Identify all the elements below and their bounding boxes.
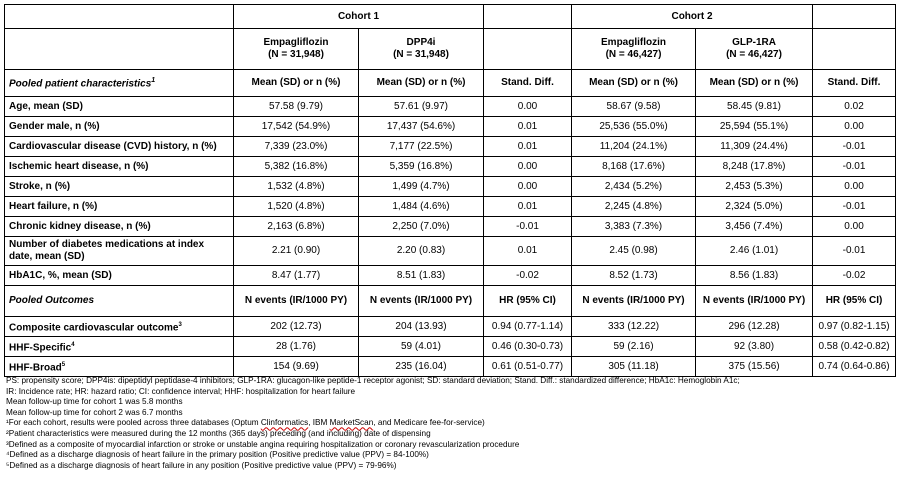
table-cell: 59 (4.01) bbox=[359, 337, 484, 357]
table-cell: 11,204 (24.1%) bbox=[572, 137, 696, 157]
table-cell: 333 (12.22) bbox=[572, 317, 696, 337]
table-cell: 0.01 bbox=[484, 197, 572, 217]
footnote-line: ⁴Defined as a discharge diagnosis of heart failure in the primary position (Positive predictive value (PPV) = 84-100%) bbox=[6, 450, 429, 460]
table-cell: 0.94 (0.77-1.14) bbox=[484, 317, 572, 337]
table-cell: 8.47 (1.77) bbox=[234, 266, 359, 286]
table-cell: 2.21 (0.90) bbox=[234, 237, 359, 266]
outcomes-header-row bbox=[5, 286, 896, 317]
row-label bbox=[5, 337, 234, 357]
empty-cell bbox=[5, 29, 234, 70]
c1-dpp4i-header bbox=[359, 29, 484, 70]
drug-n: (N = 46,427) bbox=[605, 49, 662, 60]
table-cell: 7,177 (22.5%) bbox=[359, 137, 484, 157]
table-cell: 28 (1.76) bbox=[234, 337, 359, 357]
cohort-header-row bbox=[5, 5, 896, 29]
table-cell: 57.61 (9.97) bbox=[359, 97, 484, 117]
drug-name: Empagliflozin bbox=[263, 37, 329, 48]
table-row bbox=[5, 217, 896, 237]
table-cell: 3,456 (7.4%) bbox=[696, 217, 813, 237]
table-cell: 17,542 (54.9%) bbox=[234, 117, 359, 137]
table-cell: 0.46 (0.30-0.73) bbox=[484, 337, 572, 357]
section-title-text: Pooled patient characteristics bbox=[9, 78, 152, 90]
table-row bbox=[5, 337, 896, 357]
table-cell: -0.01 bbox=[484, 217, 572, 237]
c2-empagliflozin-header bbox=[572, 29, 696, 70]
table-cell: 0.00 bbox=[813, 117, 896, 137]
table-cell: 2,250 (7.0%) bbox=[359, 217, 484, 237]
table-cell: -0.01 bbox=[813, 157, 896, 177]
table-cell: 0.02 bbox=[813, 97, 896, 117]
table-cell: 235 (16.04) bbox=[359, 357, 484, 377]
row-label: Gender male, n (%) bbox=[5, 117, 234, 137]
col-header: N events (IR/1000 PY) bbox=[696, 286, 813, 317]
row-label: HbA1C, %, mean (SD) bbox=[5, 266, 234, 286]
table-row bbox=[5, 97, 896, 117]
col-header: N events (IR/1000 PY) bbox=[572, 286, 696, 317]
footnote-marker: 5 bbox=[61, 361, 66, 368]
row-label: Ischemic heart disease, n (%) bbox=[5, 157, 234, 177]
footnote-text: MarketScan bbox=[329, 418, 374, 428]
table-cell: 59 (2.16) bbox=[572, 337, 696, 357]
footnote-line: ²Patient characteristics were measured during the 12 months (365 days) preceding (and including) date of dispensing bbox=[6, 428, 431, 438]
footnote-text: ¹For each cohort, results were pooled across three databases (Optum bbox=[6, 418, 261, 428]
footnote-line: PS: propensity score; DPP4is: dipeptidyl peptidase-4 inhibitors; GLP-1RA: glucagon-like peptide-1 receptor agonist; SD: standard deviation; Stand. Diff.: standardized difference; HbA1c: Hemoglobin A1c; bbox=[6, 376, 740, 385]
table-cell: 375 (15.56) bbox=[696, 357, 813, 377]
row-label-text: HHF-Broad bbox=[9, 362, 62, 374]
footnote-text: , and Medicare fee-for-service) bbox=[373, 418, 485, 428]
table-cell: 0.00 bbox=[484, 177, 572, 197]
table-cell: 2.45 (0.98) bbox=[572, 237, 696, 266]
table-cell: 0.00 bbox=[813, 217, 896, 237]
table-cell: 58.45 (9.81) bbox=[696, 97, 813, 117]
footnotes bbox=[6, 376, 894, 471]
drug-name: Empagliflozin bbox=[601, 37, 667, 48]
table-row bbox=[5, 117, 896, 137]
drug-n: (N = 31,948) bbox=[268, 49, 324, 60]
drug-n: (N = 46,427) bbox=[726, 49, 782, 60]
drug-n: (N = 31,948) bbox=[393, 49, 449, 60]
table-cell: 204 (13.93) bbox=[359, 317, 484, 337]
empty-cell bbox=[484, 29, 572, 70]
c2-glp1ra-header bbox=[696, 29, 813, 70]
row-label: Heart failure, n (%) bbox=[5, 197, 234, 217]
table-cell: 0.00 bbox=[484, 97, 572, 117]
drug-name: GLP-1RA bbox=[732, 37, 776, 48]
table-cell: 2,434 (5.2%) bbox=[572, 177, 696, 197]
cohort1-header: Cohort 1 bbox=[234, 5, 484, 29]
table-cell: 3,383 (7.3%) bbox=[572, 217, 696, 237]
table-cell: 202 (12.73) bbox=[234, 317, 359, 337]
characteristics-header-row bbox=[5, 70, 896, 97]
drug-name: DPP4i bbox=[406, 37, 436, 48]
row-label: Stroke, n (%) bbox=[5, 177, 234, 197]
table-cell: 2.20 (0.83) bbox=[359, 237, 484, 266]
table-cell: -0.01 bbox=[813, 237, 896, 266]
table-cell: 0.61 (0.51-0.77) bbox=[484, 357, 572, 377]
table-cell: 5,382 (16.8%) bbox=[234, 157, 359, 177]
col-header: Mean (SD) or n (%) bbox=[234, 70, 359, 97]
footnote-text: , IBM bbox=[308, 418, 330, 428]
table-cell: 8,168 (17.6%) bbox=[572, 157, 696, 177]
table-cell: 1,520 (4.8%) bbox=[234, 197, 359, 217]
row-label: Cardiovascular disease (CVD) history, n (%) bbox=[5, 137, 234, 157]
table-cell: -0.02 bbox=[813, 266, 896, 286]
row-label-text: HHF-Specific bbox=[9, 342, 72, 354]
col-header: N events (IR/1000 PY) bbox=[234, 286, 359, 317]
outcomes-title: Pooled Outcomes bbox=[5, 286, 234, 317]
table-row bbox=[5, 137, 896, 157]
footnote-line: IR: Incidence rate; HR: hazard ratio; CI: confidence interval; HHF: hospitalization for heart failure bbox=[6, 386, 356, 396]
table-cell: 0.58 (0.42-0.82) bbox=[813, 337, 896, 357]
footnote-line: ⁵Defined as a discharge diagnosis of heart failure in any position (Positive predictive value (PPV) = 79-96%) bbox=[6, 460, 397, 470]
table-cell: 0.01 bbox=[484, 137, 572, 157]
empty-cell bbox=[5, 5, 234, 29]
table-cell: 8.52 (1.73) bbox=[572, 266, 696, 286]
table-cell: 2,245 (4.8%) bbox=[572, 197, 696, 217]
table-cell: 0.01 bbox=[484, 237, 572, 266]
footnote-line bbox=[6, 418, 894, 429]
table-row bbox=[5, 237, 896, 266]
table-cell: 1,532 (4.8%) bbox=[234, 177, 359, 197]
col-header: Stand. Diff. bbox=[813, 70, 896, 97]
table-cell: 25,536 (55.0%) bbox=[572, 117, 696, 137]
table-cell: -0.01 bbox=[813, 197, 896, 217]
row-label: Age, mean (SD) bbox=[5, 97, 234, 117]
table-cell: 8.56 (1.83) bbox=[696, 266, 813, 286]
table-cell: -0.01 bbox=[813, 137, 896, 157]
footnote-line: ³Defined as a composite of myocardial infarction or stroke or unstable angina requiring hospitalization or coronary revascularization procedure bbox=[6, 439, 520, 449]
col-header: Mean (SD) or n (%) bbox=[572, 70, 696, 97]
table-cell: 2,324 (5.0%) bbox=[696, 197, 813, 217]
table-row bbox=[5, 197, 896, 217]
table-cell: 25,594 (55.1%) bbox=[696, 117, 813, 137]
table-cell: 57.58 (9.79) bbox=[234, 97, 359, 117]
col-header: Stand. Diff. bbox=[484, 70, 572, 97]
table-row bbox=[5, 357, 896, 377]
table-row bbox=[5, 317, 896, 337]
footnote-marker: 3 bbox=[178, 321, 182, 328]
table-row bbox=[5, 266, 896, 286]
results-table bbox=[4, 4, 896, 377]
cohort2-header: Cohort 2 bbox=[572, 5, 813, 29]
table-row bbox=[5, 157, 896, 177]
table-cell: 305 (11.18) bbox=[572, 357, 696, 377]
characteristics-title bbox=[5, 70, 234, 97]
table-cell: 2,453 (5.3%) bbox=[696, 177, 813, 197]
col-header: Mean (SD) or n (%) bbox=[696, 70, 813, 97]
empty-cell bbox=[813, 5, 896, 29]
table-cell: 296 (12.28) bbox=[696, 317, 813, 337]
footnote-marker: 1 bbox=[151, 77, 156, 85]
table-cell: 2,163 (6.8%) bbox=[234, 217, 359, 237]
col-header: HR (95% CI) bbox=[813, 286, 896, 317]
table-cell: 0.97 (0.82-1.15) bbox=[813, 317, 896, 337]
row-label-text: Composite cardiovascular outcome bbox=[9, 322, 179, 334]
table-cell: 154 (9.69) bbox=[234, 357, 359, 377]
table-cell: 92 (3.80) bbox=[696, 337, 813, 357]
table-cell: 5,359 (16.8%) bbox=[359, 157, 484, 177]
table-cell: 8,248 (17.8%) bbox=[696, 157, 813, 177]
row-label bbox=[5, 317, 234, 337]
table-row bbox=[5, 177, 896, 197]
footnote-line: Mean follow-up time for cohort 2 was 6.7 months bbox=[6, 407, 183, 417]
row-label bbox=[5, 357, 234, 377]
empty-cell bbox=[484, 5, 572, 29]
table-cell: -0.02 bbox=[484, 266, 572, 286]
table-cell: 0.00 bbox=[813, 177, 896, 197]
c1-empagliflozin-header bbox=[234, 29, 359, 70]
table-cell: 0.00 bbox=[484, 157, 572, 177]
row-label: Chronic kidney disease, n (%) bbox=[5, 217, 234, 237]
empty-cell bbox=[813, 29, 896, 70]
drug-header-row bbox=[5, 29, 896, 70]
table-cell: 0.74 (0.64-0.86) bbox=[813, 357, 896, 377]
footnote-text: Clinformatics bbox=[260, 418, 309, 428]
table-cell: 58.67 (9.58) bbox=[572, 97, 696, 117]
table-cell: 0.01 bbox=[484, 117, 572, 137]
table-cell: 7,339 (23.0%) bbox=[234, 137, 359, 157]
table-cell: 1,484 (4.6%) bbox=[359, 197, 484, 217]
col-header: N events (IR/1000 PY) bbox=[359, 286, 484, 317]
row-label: Number of diabetes medications at index date, mean (SD) bbox=[5, 237, 234, 266]
table-cell: 2.46 (1.01) bbox=[696, 237, 813, 266]
footnote-line: Mean follow-up time for cohort 1 was 5.8 months bbox=[6, 397, 183, 407]
col-header: HR (95% CI) bbox=[484, 286, 572, 317]
col-header: Mean (SD) or n (%) bbox=[359, 70, 484, 97]
table-cell: 11,309 (24.4%) bbox=[696, 137, 813, 157]
table-cell: 8.51 (1.83) bbox=[359, 266, 484, 286]
table-cell: 1,499 (4.7%) bbox=[359, 177, 484, 197]
table-cell: 17,437 (54.6%) bbox=[359, 117, 484, 137]
footnote-marker: 4 bbox=[71, 341, 75, 348]
